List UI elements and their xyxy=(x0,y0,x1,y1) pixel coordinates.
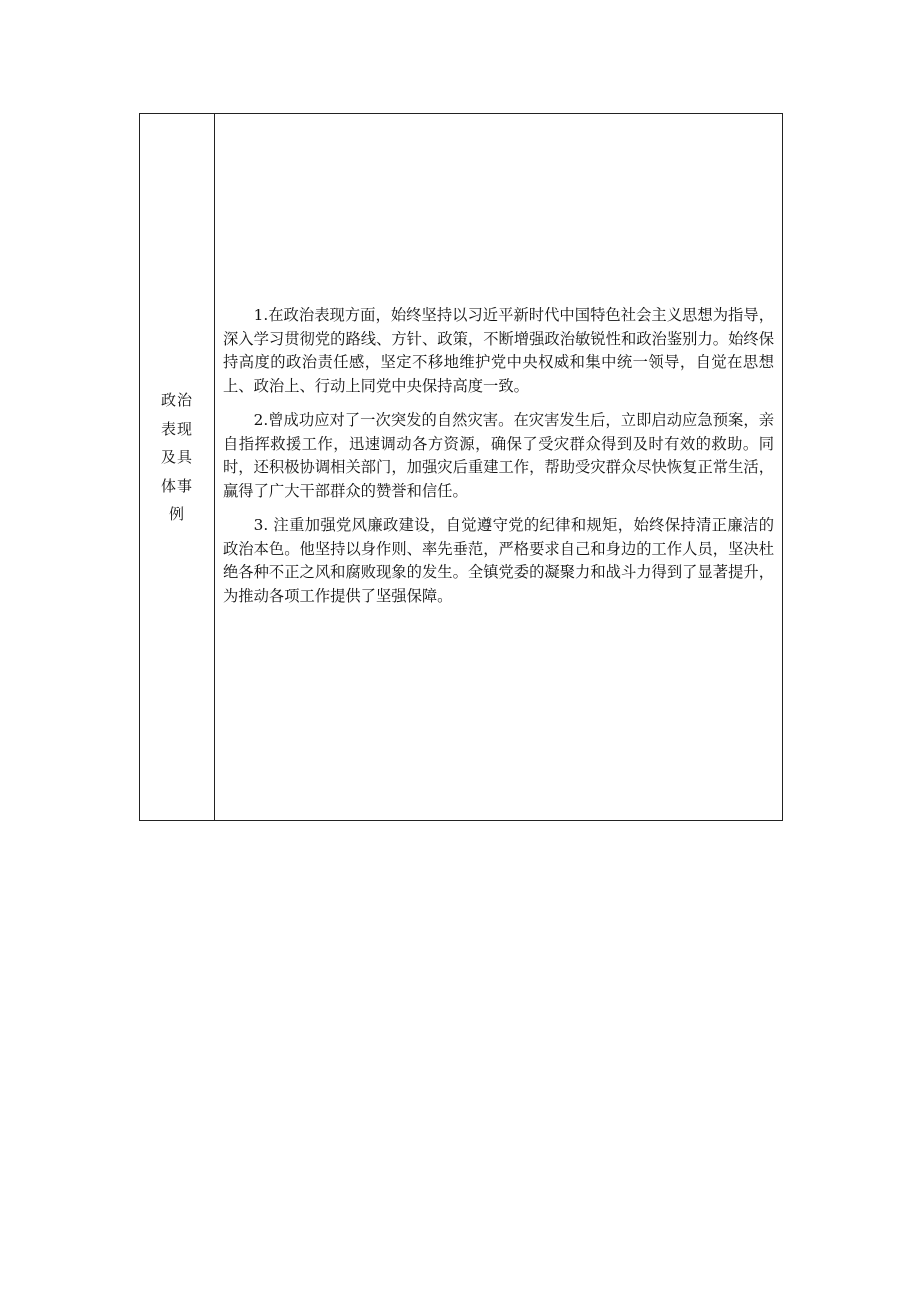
label-cell xyxy=(140,114,215,820)
content-text xyxy=(223,304,774,619)
paragraph-3: 3. 注重加强党风廉政建设，自觉遵守党的纪律和规矩，始终保持清正廉洁的政治本色。他坚持以身作则、率先垂范，严格要求自己和身边的工作人员，坚决杜绝各种不正之风和腐败现象的发生。全镇党委的凝聚力和战斗力得到了显著提升，为推动各项工作提供了坚强保障。 xyxy=(223,516,774,605)
row-label-line: 例 xyxy=(168,505,185,523)
content-cell xyxy=(215,114,782,820)
paragraph-1: 1.在政治表现方面，始终坚持以习近平新时代中国特色社会主义思想为指导，深入学习贯彻党的路线、方针、政策，不断增强政治敏锐性和政治鉴别力。始终保持高度的政治责任感，坚定不移地维护党中央权威和集中统一领导，自觉在思想上、政治上、行动上同党中央保持高度一致。 xyxy=(223,306,774,395)
paragraph-2: 2.曾成功应对了一次突发的自然灾害。在灾害发生后，立即启动应急预案，亲自指挥救援工作，迅速调动各方资源，确保了受灾群众得到及时有效的救助。同时，还积极协调相关部门，加强灾后重建工作，帮助受灾群众尽快恢复正常生活，赢得了广大干部群众的赞誉和信任。 xyxy=(223,411,774,500)
form-table xyxy=(139,113,783,821)
row-label-line: 体事 xyxy=(160,476,193,495)
row-label-line: 表现 xyxy=(160,419,193,438)
row-label-line: 及具 xyxy=(160,448,193,466)
row-label-line: 政治 xyxy=(160,391,193,409)
row-label xyxy=(140,386,214,529)
